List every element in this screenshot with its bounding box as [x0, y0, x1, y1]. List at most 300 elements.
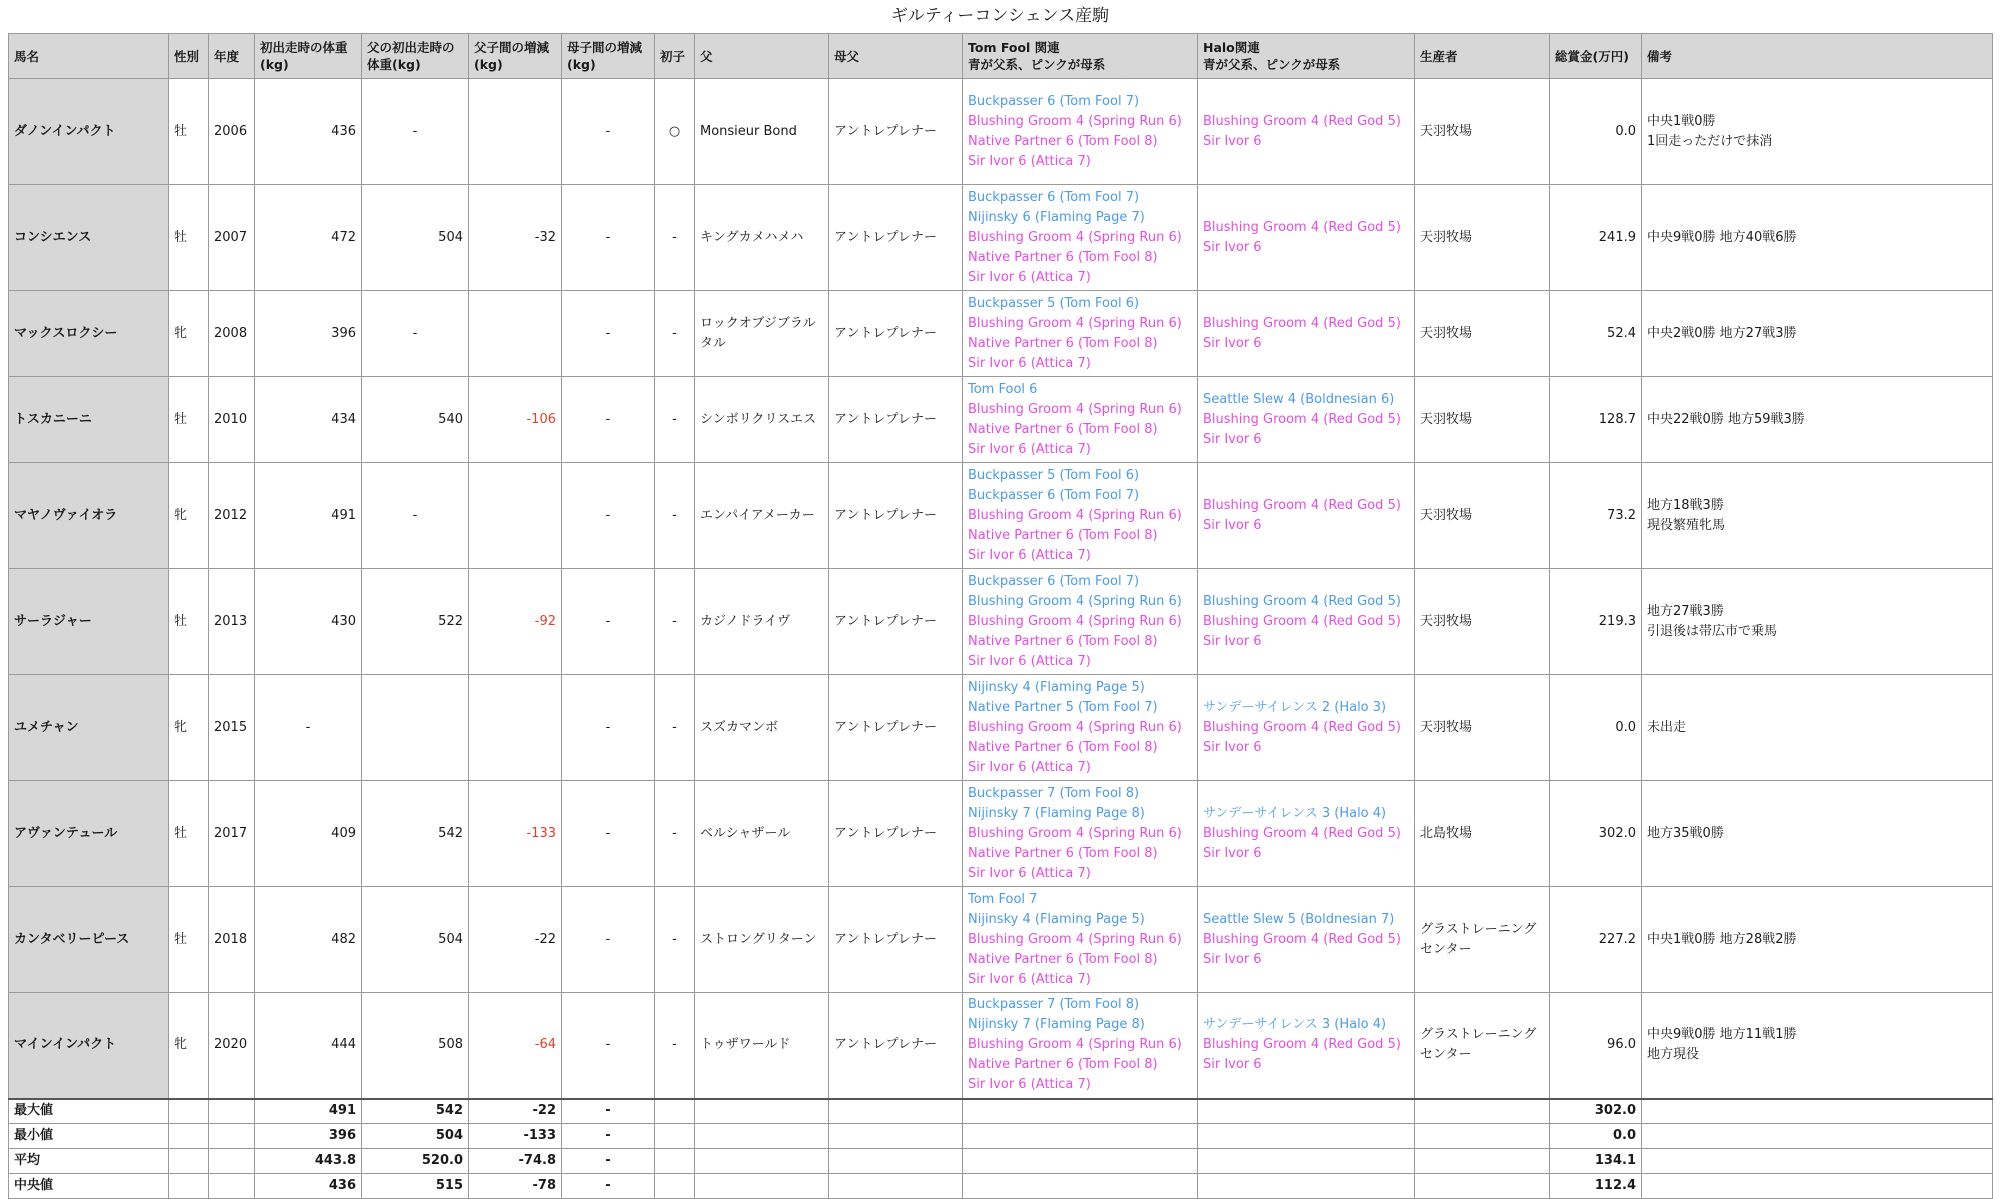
header-year: 年度 [209, 34, 255, 79]
notes-cell [1642, 291, 1993, 377]
empty-cell [1415, 1174, 1550, 1199]
tomfool-cell [963, 463, 1198, 569]
empty-cell [829, 1124, 963, 1149]
earnings-cell: 0.0 [1550, 79, 1642, 185]
year-cell: 2010 [209, 377, 255, 463]
halo-line: Blushing Groom 4 (Red God 5) [1203, 613, 1401, 629]
empty-cell [209, 1149, 255, 1174]
sire-cell: エンパイアメーカー [695, 463, 829, 569]
sire-diff-cell [469, 675, 562, 781]
tomfool-line: Nijinsky 6 (Flaming Page 7) [968, 209, 1145, 225]
empty-cell [1642, 1099, 1993, 1124]
damsire-cell: アントレプレナー [829, 675, 963, 781]
notes-line: 地方18戦3勝 [1647, 497, 1724, 513]
stat-weight: 436 [255, 1174, 362, 1199]
tomfool-line: Blushing Groom 4 (Spring Run 6) [968, 315, 1182, 331]
weight-cell: - [255, 675, 362, 781]
tomfool-line: Native Partner 6 (Tom Fool 8) [968, 249, 1158, 265]
tomfool-line: Blushing Groom 4 (Spring Run 6) [968, 825, 1182, 841]
tomfool-cell [963, 377, 1198, 463]
breeder-cell: 北島牧場 [1415, 781, 1550, 887]
notes-cell [1642, 185, 1993, 291]
halo-line: Sir Ivor 6 [1203, 133, 1262, 149]
sire-weight-cell: - [362, 463, 469, 569]
notes-line: 地方27戦3勝 [1647, 603, 1724, 619]
first-foal-cell: - [655, 781, 695, 887]
empty-cell [169, 1124, 209, 1149]
header-tomfool-title: Tom Fool 関連 [968, 40, 1060, 55]
header-tomfool [963, 34, 1198, 79]
damsire-cell: アントレプレナー [829, 185, 963, 291]
table-row [9, 377, 1993, 463]
dam-diff-cell: - [562, 463, 655, 569]
sire-diff-cell: -133 [469, 781, 562, 887]
halo-line: Seattle Slew 4 (Boldnesian 6) [1203, 391, 1395, 407]
notes-line: 中央9戦0勝 地方40戦6勝 [1647, 229, 1797, 245]
notes-line: 1回走っただけで抹消 [1647, 133, 1773, 149]
dam-diff-cell: - [562, 569, 655, 675]
stat-label: 平均 [9, 1149, 169, 1174]
year-cell: 2008 [209, 291, 255, 377]
tomfool-line: Native Partner 6 (Tom Fool 8) [968, 633, 1158, 649]
header-damsire: 母父 [829, 34, 963, 79]
sire-cell: スズカマンボ [695, 675, 829, 781]
weight-cell: 482 [255, 887, 362, 993]
first-foal-cell: - [655, 887, 695, 993]
sire-cell: ストロングリターン [695, 887, 829, 993]
header-halo [1198, 34, 1415, 79]
stat-earnings: 0.0 [1550, 1124, 1642, 1149]
stats-row [9, 1149, 1993, 1174]
dam-diff-cell: - [562, 781, 655, 887]
empty-cell [829, 1149, 963, 1174]
tomfool-line: Sir Ivor 6 (Attica 7) [968, 971, 1091, 987]
empty-cell [695, 1149, 829, 1174]
notes-cell [1642, 993, 1993, 1099]
sex-cell: 牡 [169, 569, 209, 675]
halo-line: サンデーサイレンス 3 (Halo 4) [1203, 1017, 1387, 1033]
notes-line: 中央1戦0勝 地方28戦2勝 [1647, 931, 1797, 947]
empty-cell [655, 1124, 695, 1149]
stat-sire-diff: -133 [469, 1124, 562, 1149]
breeder-cell: グラストレーニングセンター [1415, 887, 1550, 993]
empty-cell [963, 1099, 1198, 1124]
sex-cell: 牡 [169, 185, 209, 291]
header-tomfool-sub: 青が父系、ピンクが母系 [968, 57, 1106, 72]
year-cell: 2018 [209, 887, 255, 993]
empty-cell [655, 1149, 695, 1174]
tomfool-line: Sir Ivor 6 (Attica 7) [968, 153, 1091, 169]
empty-cell [1198, 1149, 1415, 1174]
header-first-foal: 初子 [655, 34, 695, 79]
tomfool-cell [963, 291, 1198, 377]
earnings-cell: 96.0 [1550, 993, 1642, 1099]
empty-cell [169, 1149, 209, 1174]
year-cell: 2012 [209, 463, 255, 569]
empty-cell [1642, 1124, 1993, 1149]
tomfool-line: Sir Ivor 6 (Attica 7) [968, 441, 1091, 457]
dam-diff-cell: - [562, 185, 655, 291]
notes-line: 中央2戦0勝 地方27戦3勝 [1647, 325, 1797, 341]
halo-line: Blushing Groom 4 (Red God 5) [1203, 219, 1401, 235]
sire-diff-cell [469, 291, 562, 377]
tomfool-line: Tom Fool 7 [968, 891, 1038, 907]
table-row [9, 781, 1993, 887]
empty-cell [1642, 1149, 1993, 1174]
tomfool-cell [963, 887, 1198, 993]
halo-line: Sir Ivor 6 [1203, 1057, 1262, 1073]
empty-cell [1198, 1124, 1415, 1149]
tomfool-line: Blushing Groom 4 (Spring Run 6) [968, 507, 1182, 523]
damsire-cell: アントレプレナー [829, 993, 963, 1099]
horse-name: アヴァンテュール [9, 781, 169, 887]
halo-line: Blushing Groom 4 (Red God 5) [1203, 497, 1401, 513]
damsire-cell: アントレプレナー [829, 887, 963, 993]
tomfool-line: Buckpasser 7 (Tom Fool 8) [968, 997, 1140, 1013]
earnings-cell: 73.2 [1550, 463, 1642, 569]
earnings-cell: 241.9 [1550, 185, 1642, 291]
earnings-cell: 0.0 [1550, 675, 1642, 781]
sex-cell: 牝 [169, 675, 209, 781]
tomfool-line: Nijinsky 4 (Flaming Page 5) [968, 911, 1145, 927]
notes-line: 未出走 [1647, 719, 1687, 735]
tomfool-cell [963, 185, 1198, 291]
sire-weight-cell: 522 [362, 569, 469, 675]
empty-cell [963, 1174, 1198, 1199]
notes-cell [1642, 675, 1993, 781]
notes-cell [1642, 377, 1993, 463]
tomfool-line: Blushing Groom 4 (Spring Run 6) [968, 613, 1182, 629]
dam-diff-cell: - [562, 291, 655, 377]
damsire-cell: アントレプレナー [829, 463, 963, 569]
header-weight: 初出走時の体重(kg) [255, 34, 362, 79]
stats-row [9, 1099, 1993, 1124]
first-foal-cell: - [655, 463, 695, 569]
header-earnings: 総賞金(万円) [1550, 34, 1642, 79]
halo-line: Sir Ivor 6 [1203, 239, 1262, 255]
damsire-cell: アントレプレナー [829, 377, 963, 463]
breeder-cell: 天羽牧場 [1415, 79, 1550, 185]
weight-cell: 409 [255, 781, 362, 887]
sire-cell: ロックオブジブラルタル [695, 291, 829, 377]
empty-cell [169, 1174, 209, 1199]
tomfool-line: Sir Ivor 6 (Attica 7) [968, 1077, 1091, 1093]
header-row [9, 34, 1993, 79]
dam-diff-cell: - [562, 675, 655, 781]
tomfool-cell [963, 993, 1198, 1099]
empty-cell [209, 1099, 255, 1124]
tomfool-line: Buckpasser 6 (Tom Fool 7) [968, 189, 1140, 205]
year-cell: 2020 [209, 993, 255, 1099]
sex-cell: 牡 [169, 781, 209, 887]
stat-sire-weight: 542 [362, 1099, 469, 1124]
sire-weight-cell: - [362, 79, 469, 185]
stat-earnings: 302.0 [1550, 1099, 1642, 1124]
weight-cell: 396 [255, 291, 362, 377]
horse-name: カンタベリーピース [9, 887, 169, 993]
header-sire-diff: 父子間の増減(kg) [469, 34, 562, 79]
year-cell: 2015 [209, 675, 255, 781]
header-halo-title: Halo関連 [1203, 40, 1260, 55]
notes-cell [1642, 781, 1993, 887]
stat-label: 最小値 [9, 1124, 169, 1149]
breeder-cell: 天羽牧場 [1415, 291, 1550, 377]
tomfool-line: Sir Ivor 6 (Attica 7) [968, 865, 1091, 881]
tomfool-line: Blushing Groom 4 (Spring Run 6) [968, 229, 1182, 245]
tomfool-line: Buckpasser 6 (Tom Fool 7) [968, 487, 1140, 503]
notes-cell [1642, 463, 1993, 569]
sire-weight-cell: - [362, 291, 469, 377]
empty-cell [1198, 1099, 1415, 1124]
halo-line: Blushing Groom 4 (Red God 5) [1203, 931, 1401, 947]
halo-line: Sir Ivor 6 [1203, 739, 1262, 755]
tomfool-line: Blushing Groom 4 (Spring Run 6) [968, 401, 1182, 417]
stat-weight: 396 [255, 1124, 362, 1149]
sex-cell: 牝 [169, 463, 209, 569]
sex-cell: 牝 [169, 291, 209, 377]
empty-cell [209, 1124, 255, 1149]
tomfool-line: Native Partner 6 (Tom Fool 8) [968, 951, 1158, 967]
first-foal-cell: - [655, 291, 695, 377]
halo-cell [1198, 185, 1415, 291]
halo-line: サンデーサイレンス 3 (Halo 4) [1203, 805, 1387, 821]
halo-line: Blushing Groom 4 (Red God 5) [1203, 825, 1401, 841]
notes-line: 現役繁殖牝馬 [1647, 517, 1726, 533]
sire-diff-cell: -64 [469, 993, 562, 1099]
halo-line: Blushing Groom 4 (Red God 5) [1203, 593, 1401, 609]
empty-cell [1415, 1124, 1550, 1149]
page-title: ギルティーコンシェンス産駒 [890, 6, 1110, 26]
sire-cell: キングカメハメハ [695, 185, 829, 291]
halo-line: Blushing Groom 4 (Red God 5) [1203, 411, 1401, 427]
horse-name: ダノンインパクト [9, 79, 169, 185]
stat-dam-diff: - [562, 1099, 655, 1124]
halo-cell [1198, 887, 1415, 993]
earnings-cell: 52.4 [1550, 291, 1642, 377]
tomfool-line: Sir Ivor 6 (Attica 7) [968, 355, 1091, 371]
sire-diff-cell: -22 [469, 887, 562, 993]
breeder-cell: 天羽牧場 [1415, 377, 1550, 463]
dam-diff-cell: - [562, 993, 655, 1099]
year-cell: 2017 [209, 781, 255, 887]
table-row [9, 675, 1993, 781]
weight-cell: 444 [255, 993, 362, 1099]
horse-name: マヤノヴァイオラ [9, 463, 169, 569]
empty-cell [655, 1174, 695, 1199]
stat-weight: 491 [255, 1099, 362, 1124]
tomfool-line: Blushing Groom 4 (Spring Run 6) [968, 719, 1182, 735]
tomfool-line: Buckpasser 5 (Tom Fool 6) [968, 467, 1140, 483]
halo-line: Sir Ivor 6 [1203, 951, 1262, 967]
notes-line: 引退後は帯広市で乗馬 [1647, 623, 1778, 639]
damsire-cell: アントレプレナー [829, 291, 963, 377]
tomfool-line: Tom Fool 6 [968, 381, 1038, 397]
stat-earnings: 134.1 [1550, 1149, 1642, 1174]
earnings-cell: 227.2 [1550, 887, 1642, 993]
sire-cell: トゥザワールド [695, 993, 829, 1099]
table-row [9, 993, 1993, 1099]
breeder-cell: 天羽牧場 [1415, 185, 1550, 291]
halo-line: サンデーサイレンス 2 (Halo 3) [1203, 699, 1387, 715]
tomfool-line: Native Partner 6 (Tom Fool 8) [968, 421, 1158, 437]
tomfool-line: Native Partner 5 (Tom Fool 7) [968, 699, 1158, 715]
halo-cell [1198, 993, 1415, 1099]
tomfool-cell [963, 569, 1198, 675]
notes-line: 中央22戦0勝 地方59戦3勝 [1647, 411, 1805, 427]
dam-diff-cell: - [562, 887, 655, 993]
damsire-cell: アントレプレナー [829, 79, 963, 185]
halo-line: Blushing Groom 4 (Red God 5) [1203, 1037, 1401, 1053]
tomfool-cell [963, 675, 1198, 781]
empty-cell [695, 1124, 829, 1149]
sire-weight-cell: 504 [362, 185, 469, 291]
halo-line: Sir Ivor 6 [1203, 517, 1262, 533]
dam-diff-cell: - [562, 377, 655, 463]
stats-row [9, 1174, 1993, 1199]
halo-cell [1198, 79, 1415, 185]
empty-cell [695, 1099, 829, 1124]
header-sire: 父 [695, 34, 829, 79]
tomfool-line: Buckpasser 6 (Tom Fool 7) [968, 93, 1140, 109]
horse-name: サーラジャー [9, 569, 169, 675]
empty-cell [1415, 1149, 1550, 1174]
tomfool-line: Buckpasser 5 (Tom Fool 6) [968, 295, 1140, 311]
breeder-cell: グラストレーニングセンター [1415, 993, 1550, 1099]
notes-line: 地方現役 [1647, 1047, 1700, 1063]
first-foal-cell: - [655, 569, 695, 675]
weight-cell: 434 [255, 377, 362, 463]
stat-dam-diff: - [562, 1174, 655, 1199]
halo-cell [1198, 377, 1415, 463]
horse-name: コンシエンス [9, 185, 169, 291]
halo-cell [1198, 463, 1415, 569]
table-row [9, 463, 1993, 569]
notes-line: 中央1戦0勝 [1647, 113, 1716, 129]
sire-diff-cell: -92 [469, 569, 562, 675]
notes-cell [1642, 569, 1993, 675]
empty-cell [1642, 1174, 1993, 1199]
notes-cell [1642, 79, 1993, 185]
empty-cell [655, 1099, 695, 1124]
first-foal-cell: - [655, 993, 695, 1099]
stat-dam-diff: - [562, 1149, 655, 1174]
halo-line: Sir Ivor 6 [1203, 633, 1262, 649]
halo-line: Blushing Groom 4 (Red God 5) [1203, 315, 1401, 331]
sex-cell: 牡 [169, 79, 209, 185]
empty-cell [695, 1174, 829, 1199]
sex-cell: 牝 [169, 993, 209, 1099]
horse-name: トスカニーニ [9, 377, 169, 463]
earnings-cell: 302.0 [1550, 781, 1642, 887]
tomfool-line: Native Partner 6 (Tom Fool 8) [968, 527, 1158, 543]
table-row [9, 79, 1993, 185]
sire-diff-cell [469, 463, 562, 569]
header-dam-diff: 母子間の増減(kg) [562, 34, 655, 79]
tomfool-line: Native Partner 6 (Tom Fool 8) [968, 739, 1158, 755]
empty-cell [829, 1099, 963, 1124]
table-row [9, 569, 1993, 675]
sire-cell: カジノドライヴ [695, 569, 829, 675]
empty-cell [963, 1124, 1198, 1149]
stat-sire-diff: -78 [469, 1174, 562, 1199]
first-foal-cell: - [655, 185, 695, 291]
header-breeder: 生産者 [1415, 34, 1550, 79]
table-row [9, 291, 1993, 377]
offspring-rows [9, 79, 1993, 1099]
table-row [9, 887, 1993, 993]
empty-cell [963, 1149, 1198, 1174]
dam-diff-cell: - [562, 79, 655, 185]
horse-name: マックスロクシー [9, 291, 169, 377]
sire-cell: ベルシャザール [695, 781, 829, 887]
earnings-cell: 128.7 [1550, 377, 1642, 463]
header-name: 馬名 [9, 34, 169, 79]
halo-line: Blushing Groom 4 (Red God 5) [1203, 113, 1401, 129]
weight-cell: 436 [255, 79, 362, 185]
year-cell: 2013 [209, 569, 255, 675]
header-notes: 備考 [1642, 34, 1993, 79]
stat-label: 中央値 [9, 1174, 169, 1199]
tomfool-line: Nijinsky 7 (Flaming Page 8) [968, 1017, 1145, 1033]
sex-cell: 牡 [169, 377, 209, 463]
notes-line: 中央9戦0勝 地方11戦1勝 [1647, 1027, 1797, 1043]
tomfool-line: Nijinsky 4 (Flaming Page 5) [968, 679, 1145, 695]
tomfool-cell [963, 79, 1198, 185]
stat-weight: 443.8 [255, 1149, 362, 1174]
sire-weight-cell: 504 [362, 887, 469, 993]
notes-line: 地方35戦0勝 [1647, 825, 1724, 841]
damsire-cell: アントレプレナー [829, 569, 963, 675]
halo-line: Sir Ivor 6 [1203, 431, 1262, 447]
table-row [9, 185, 1993, 291]
weight-cell: 430 [255, 569, 362, 675]
stat-earnings: 112.4 [1550, 1174, 1642, 1199]
tomfool-line: Blushing Groom 4 (Spring Run 6) [968, 1037, 1182, 1053]
halo-line: Seattle Slew 5 (Boldnesian 7) [1203, 911, 1395, 927]
tomfool-line: Native Partner 6 (Tom Fool 8) [968, 133, 1158, 149]
header-sire-weight: 父の初出走時の体重(kg) [362, 34, 469, 79]
sire-diff-cell: -106 [469, 377, 562, 463]
stat-sire-weight: 520.0 [362, 1149, 469, 1174]
sire-weight-cell: 542 [362, 781, 469, 887]
breeder-cell: 天羽牧場 [1415, 675, 1550, 781]
halo-line: Sir Ivor 6 [1203, 845, 1262, 861]
offspring-table [8, 33, 1993, 1199]
notes-cell [1642, 887, 1993, 993]
earnings-cell: 219.3 [1550, 569, 1642, 675]
sire-cell: Monsieur Bond [695, 79, 829, 185]
horse-name: マインインパクト [9, 993, 169, 1099]
year-cell: 2006 [209, 79, 255, 185]
sire-weight-cell: 540 [362, 377, 469, 463]
halo-cell [1198, 291, 1415, 377]
tomfool-line: Sir Ivor 6 (Attica 7) [968, 269, 1091, 285]
sex-cell: 牡 [169, 887, 209, 993]
tomfool-line: Buckpasser 6 (Tom Fool 7) [968, 573, 1140, 589]
tomfool-line: Sir Ivor 6 (Attica 7) [968, 653, 1091, 669]
tomfool-line: Blushing Groom 4 (Spring Run 6) [968, 113, 1182, 129]
tomfool-line: Native Partner 6 (Tom Fool 8) [968, 1057, 1158, 1073]
empty-cell [1415, 1099, 1550, 1124]
empty-cell [209, 1174, 255, 1199]
tomfool-line: Sir Ivor 6 (Attica 7) [968, 547, 1091, 563]
empty-cell [169, 1099, 209, 1124]
breeder-cell: 天羽牧場 [1415, 463, 1550, 569]
stat-sire-weight: 504 [362, 1124, 469, 1149]
halo-cell [1198, 675, 1415, 781]
tomfool-cell [963, 781, 1198, 887]
breeder-cell: 天羽牧場 [1415, 569, 1550, 675]
